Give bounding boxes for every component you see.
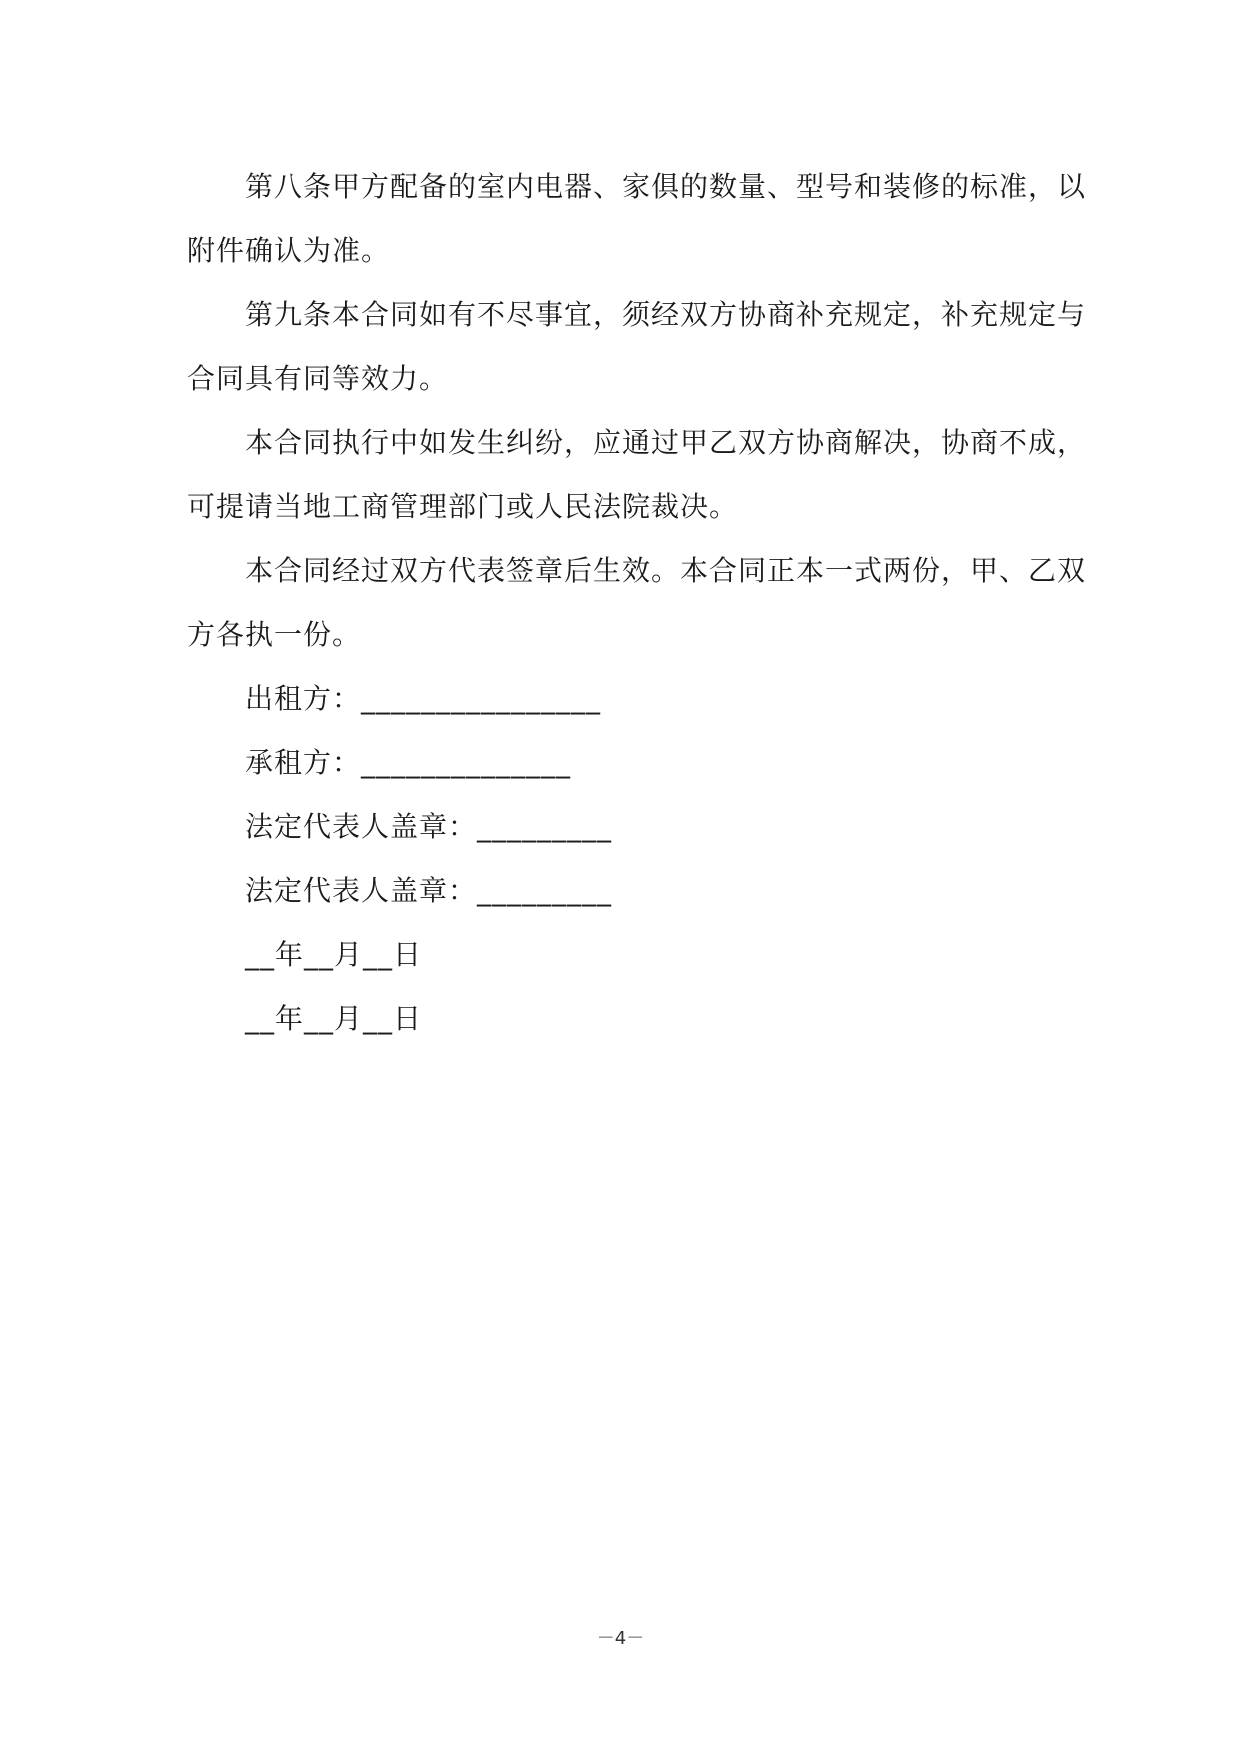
clause-9-paragraph: 第九条本合同如有不尽事宜，须经双方协商补充规定，补充规定与合同具有同等效力。	[187, 298, 1087, 395]
date-line-1: __年__月__日	[245, 938, 423, 971]
dispute-resolution-paragraph: 本合同执行中如发生纠纷，应通过甲乙双方协商解决，协商不成，可提请当地工商管理部门或人民法院裁决。	[187, 426, 1087, 523]
page-number: －4－	[596, 1628, 645, 1649]
clause-8-paragraph: 第八条甲方配备的室内电器、家俱的数量、型号和装修的标准，以附件确认为准。	[187, 170, 1087, 267]
legal-rep-seal-line-2: 法定代表人盖章：_________	[245, 874, 613, 907]
effectiveness-paragraph: 本合同经过双方代表签章后生效。本合同正本一式两份，甲、乙双方各执一份。	[187, 554, 1087, 651]
legal-rep-seal-line-1: 法定代表人盖章：_________	[245, 810, 613, 843]
date-line-2: __年__月__日	[245, 1002, 423, 1035]
lessee-signature-line: 承租方：______________	[245, 746, 572, 779]
lessor-signature-line: 出租方：________________	[245, 682, 602, 715]
document-body	[187, 155, 1087, 1051]
